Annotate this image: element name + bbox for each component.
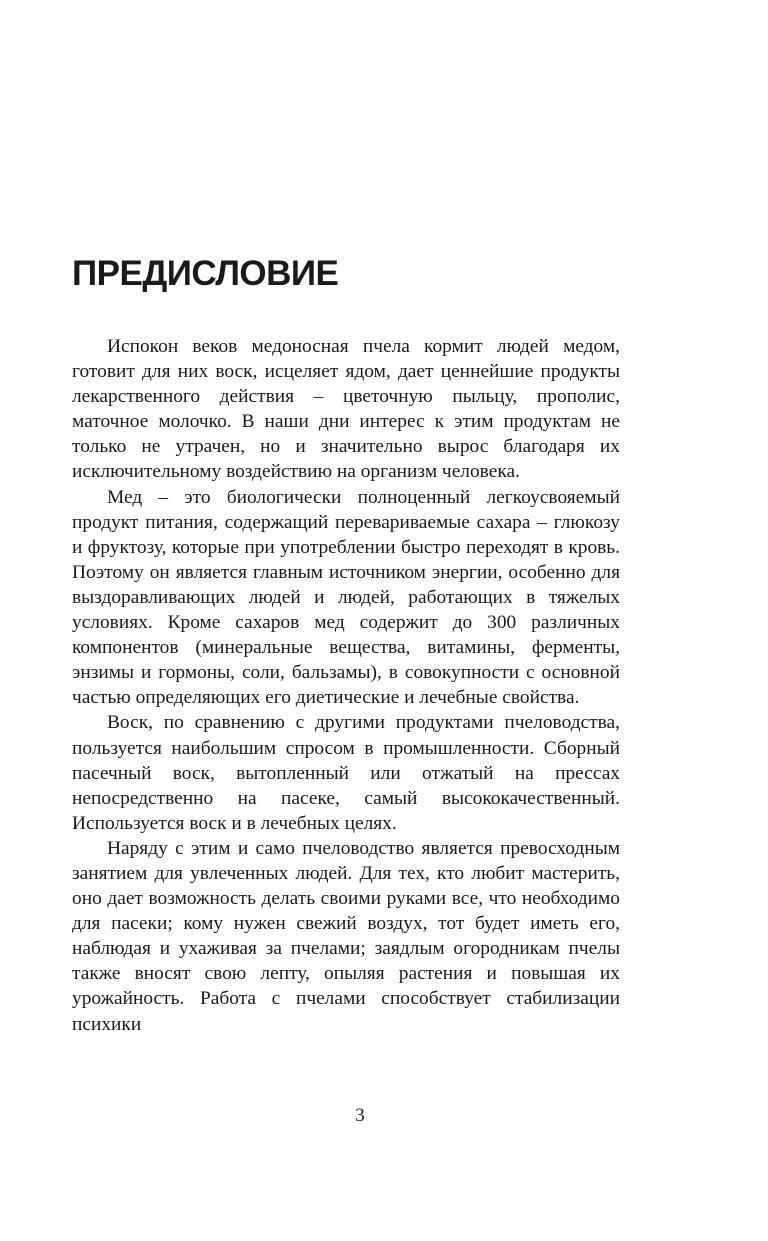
paragraph: Испокон веков медоносная пчела кормит людей медом, готовит для них воск, исцеляет ядом, дает ценнейшие продукты лекарственного действия – цветочную пыльцу, прополис, маточное молочко. В наши дни интерес к этим продуктам не только не утрачен, но и значительно вырос благодаря их исключительному воздействию на организм человека.: [72, 336, 620, 483]
paragraph: Наряду с этим и само пчеловодство является превосходным занятием для увлеченных людей. Для тех, кто любит мастерить, оно дает возможность делать своими руками все, что необходимо для пасеки; кому нужен свежий воздух, тот будет иметь его, наблюдая и ухаживая за пчелами; заядлым огородникам пчелы также вносят свою лепту, опыляя растения и повышая их урожайность. Работа с пчелами способствует стабилизации психики: [72, 837, 620, 1035]
page-number: 3: [355, 1105, 365, 1126]
body-text: [72, 334, 620, 1037]
paragraph: Мед – это биологически полноценный легкоусвояемый продукт питания, содержащий перевариваемые сахара – глюкозу и фруктозу, которые при употреблении быстро переходят в кровь. Поэтому он является главным источником энергии, особенно для выздоравливающих людей и людей, работающих в тяжелых условиях. Кроме сахаров мед содержит до 300 различных компонентов (минеральные вещества, витамины, ферменты, энзимы и гормоны, соли, бальзамы), в совокупности с основной частью определяющих его диетические и лечебные свойства.: [72, 486, 620, 709]
paragraph: Воск, по сравнению с другими продуктами пчеловодства, пользуется наибольшим спросом в промышленности. Сборный пасечный воск, вытопленный или отжатый на прессах непосредственно на пасеке, самый высококачественный. Используется воск и в лечебных целях.: [72, 712, 620, 834]
chapter-heading: ПРЕДИСЛОВИЕ: [72, 254, 339, 293]
